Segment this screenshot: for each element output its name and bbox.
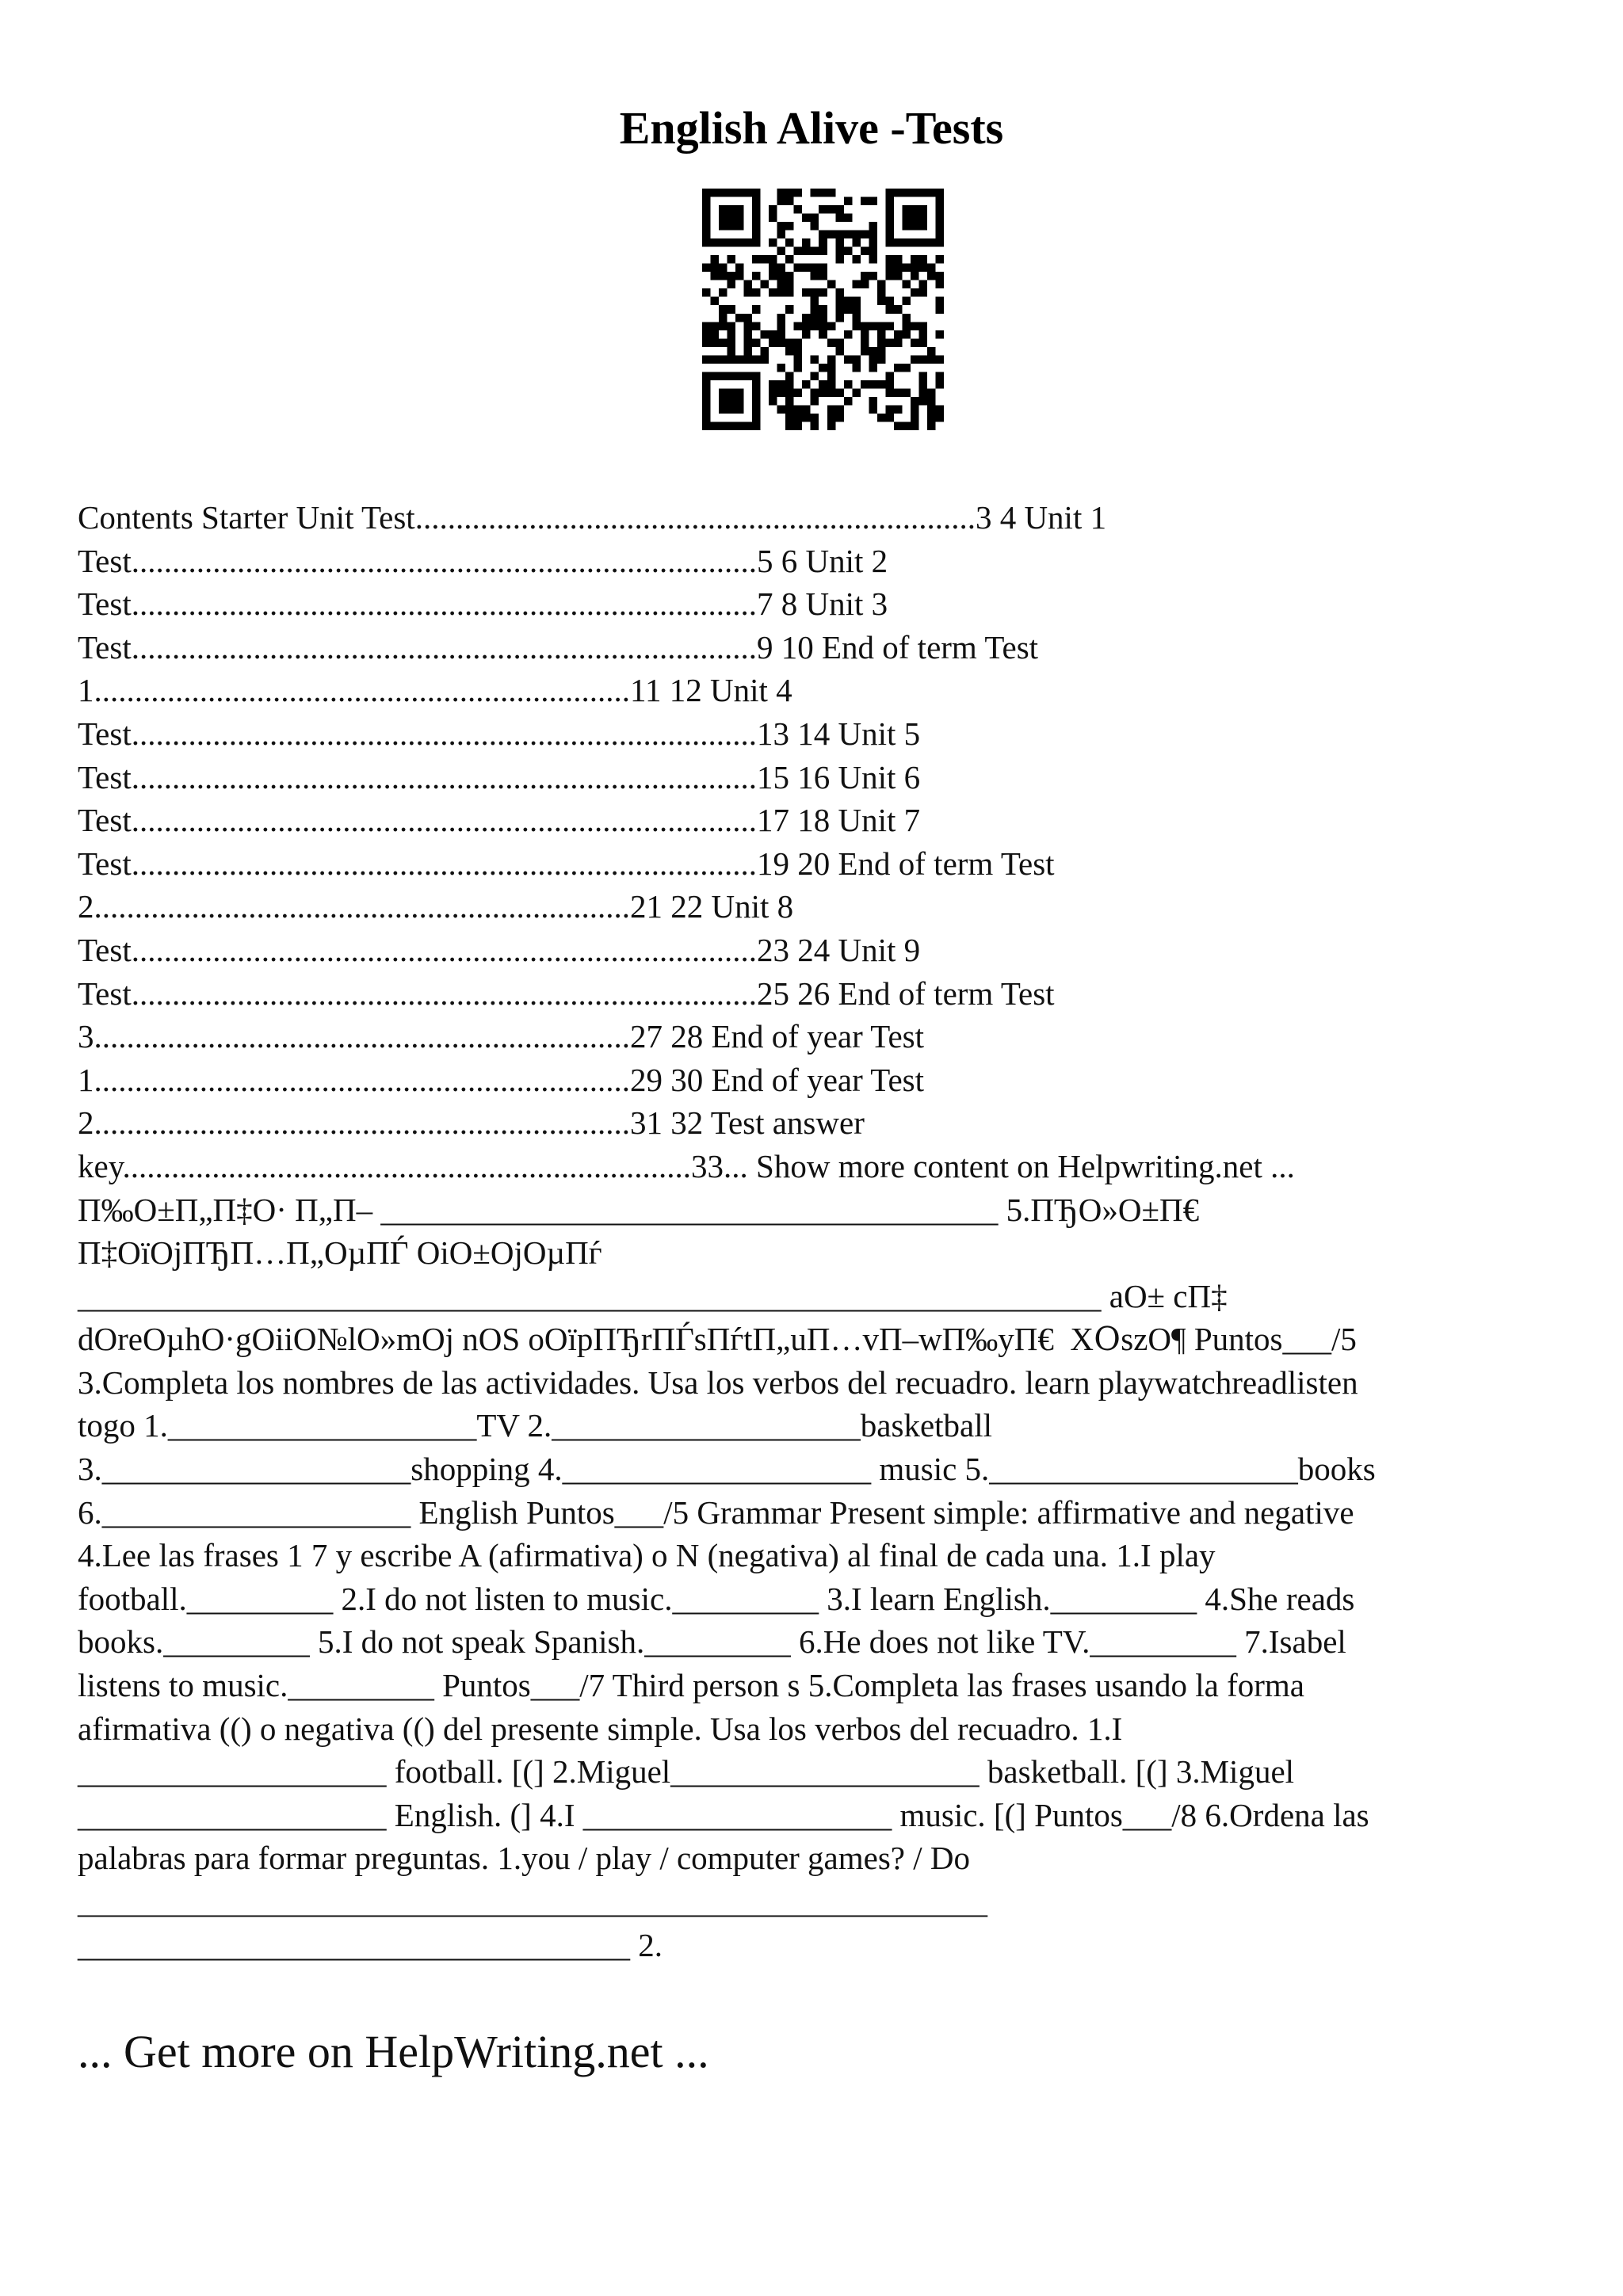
body-line: 6.___________________ English Puntos___/5 Grammar Present simple: affirmative and negative: [78, 1493, 1354, 1531]
body-line: П‰О±П„П‡О· П„П– ______________________________________ 5.ПЂО»О±П€: [78, 1191, 1200, 1228]
body-line: ________________________________________________________: [78, 1883, 987, 1920]
body-line: Contents Starter Unit Test.....................................................................3 4 Unit 1: [78, 499, 1107, 536]
body-line: Test.............................................................................15 16 Unit 6: [78, 758, 921, 795]
body-line: key......................................................................33... Show more content on Helpwriting.net ...: [78, 1147, 1295, 1184]
body-line: palabras para formar preguntas. 1.you / play / computer games? / Do: [78, 1840, 970, 1877]
body-line: 3.___________________shopping 4.___________________ music 5.___________________books: [78, 1451, 1376, 1488]
body-line: books._________ 5.I do not speak Spanish._________ 6.He does not like TV._________ 7.Isabel: [78, 1623, 1346, 1661]
body-line: Test.............................................................................19 20 End of term Test: [78, 845, 1055, 882]
footer-link-text: ... Get more on HelpWriting.net ...: [78, 2026, 709, 2077]
body-line: Test.............................................................................9 10 End of term Test: [78, 628, 1039, 666]
body-line: Test.............................................................................17 18 Unit 7: [78, 802, 921, 839]
body-line: _______________________________________________________________ aО± cП‡: [78, 1277, 1228, 1314]
body-line: 2..................................................................31 32 Test answer: [78, 1104, 865, 1142]
body-line: 3..................................................................27 28 End of year Test: [78, 1018, 924, 1055]
body-line: __________________________________ 2.: [78, 1926, 663, 1963]
body-line: 1..................................................................11 12 Unit 4: [78, 672, 792, 709]
body-line: Test.............................................................................7 8 Unit 3: [78, 585, 888, 623]
body-line: afirmativa (() o negativa (() del presente simple. Usa los verbos del recuadro. 1.I: [78, 1710, 1123, 1747]
body-line: Test.............................................................................23 24 Unit 9: [78, 931, 921, 968]
body-line: ___________________ football. [(] 2.Miguel___________________ basketball. [(] 3.Miguel: [78, 1753, 1295, 1791]
body-line: 3.Completa los nombres de las actividades. Usa los verbos del recuadro. learn playwatchreadlisten: [78, 1363, 1358, 1401]
body-line: 2..................................................................21 22 Unit 8: [78, 888, 794, 925]
body-line: football._________ 2.I do not listen to music._________ 3.I learn English._________ 4.She reads: [78, 1580, 1355, 1617]
qr-code-icon: [702, 189, 944, 430]
body-line: 1..................................................................29 30 End of year Test: [78, 1061, 924, 1098]
document-title: English Alive -Tests: [619, 102, 1004, 154]
body-line: togo 1.___________________TV 2.___________________basketball: [78, 1407, 993, 1444]
document-body: [78, 496, 1568, 1966]
body-line: Test.............................................................................13 14 Unit 5: [78, 715, 921, 752]
body-line: Test.............................................................................25 26 End of term Test: [78, 974, 1055, 1012]
body-line: ___________________ English. (] 4.I ___________________ music. [(] Puntos___/8 6.Ordena las: [78, 1796, 1369, 1833]
body-line: dОreОµhО·gОiiО№lО»mОj nOS oОїрПЂrПЃsПѓtП„uП…vП–wП‰yП€ XՕszО¶ Puntos___/5: [78, 1321, 1357, 1358]
body-line: 4.Lee las frases 1 7 y escribe A (afirmativa) o N (negativa) al final de cada una. 1.I play: [78, 1537, 1216, 1574]
body-line: listens to music._________ Puntos___/7 Third person s 5.Completa las frases usando la forma: [78, 1667, 1304, 1704]
body-line: П‡ОїОјПЂП…П„ОµПЃ ОіО±ОјОµПѓ: [78, 1234, 602, 1272]
body-line: Test.............................................................................5 6 Unit 2: [78, 542, 888, 579]
